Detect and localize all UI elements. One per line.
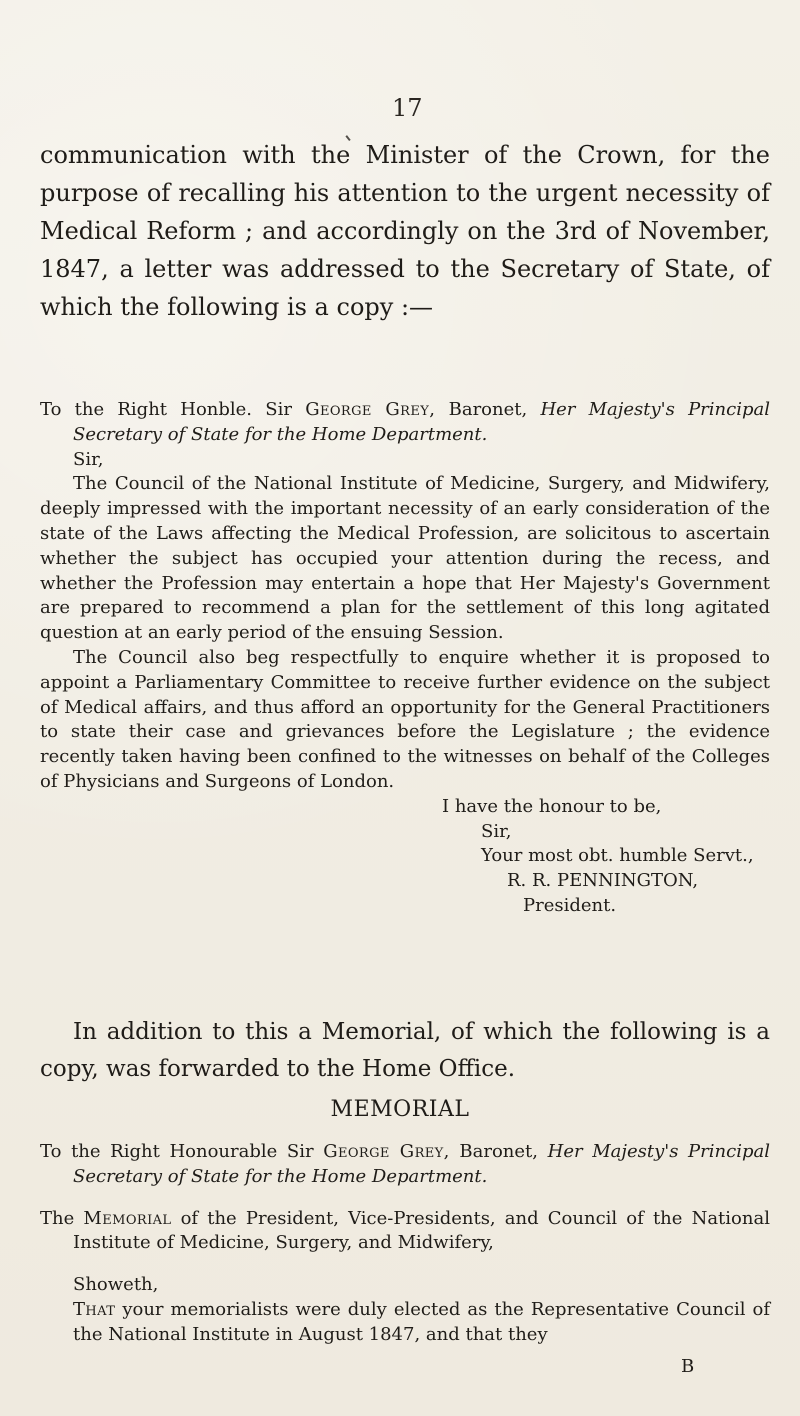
memorial-heading: MEMORIAL — [330, 1097, 470, 1122]
letter-closing-3: Your most obt. humble Servt., — [481, 845, 754, 867]
letter-address-name: George Grey, — [305, 399, 436, 420]
page-number: 17 — [392, 94, 423, 122]
memorial-intro-prefix: The — [40, 1207, 75, 1229]
addition-paragraph — [40, 1014, 770, 1088]
letter-address-prefix: To the Right Honble. Sir — [40, 399, 292, 420]
memorial-intro-rest: of the President, Vice-Presidents, and Council of the National Institute of Medicine, Surgery, and Midwifery, — [73, 1207, 770, 1254]
memorial-address-office: Her Majesty's Principal Secretary of State for the Home Department. — [73, 1141, 770, 1187]
lead-paragraph — [40, 136, 770, 326]
memorial-block — [40, 1140, 770, 1348]
memorial-showeth: Showeth, — [73, 1274, 159, 1296]
memorial-address-title: Baronet, — [459, 1141, 539, 1162]
memorial-gap-1 — [40, 1190, 770, 1207]
letter-block — [40, 398, 770, 919]
letter-signatory: R. R. PENNINGTON, — [507, 870, 699, 892]
letter-paragraph-2: The Council also beg respectfully to enquire whether it is proposed to appoint a Parliamentary Committee to receive further evidence on the subject of Medical affairs, and thus afford an opportunity for the General Practitioners to state their case and grievances before the Legislature ; the evidence recently taken having been confined to the witnesses on behalf of the Colleges of Physicians and Surgeons of London. — [40, 646, 770, 792]
memorial-intro-word: Memorial — [83, 1207, 172, 1229]
memorial-address — [40, 1140, 770, 1190]
letter-address — [40, 398, 770, 448]
letter-address-title: Baronet, — [448, 399, 528, 420]
memorial-address-prefix: To the Right Honourable Sir — [40, 1141, 314, 1162]
memorial-intro — [40, 1207, 770, 1257]
memorial-address-name: George Grey, — [323, 1141, 450, 1162]
letter-address-office: Her Majesty's Principal Secretary of State for the Home Department. — [73, 399, 770, 445]
memorial-that-word: That — [73, 1298, 116, 1320]
memorial-gap-2 — [40, 1256, 770, 1273]
addition-text: In addition to this a Memorial, of which the following is a copy, was forwarded to the Home Office. — [40, 1019, 770, 1082]
letter-signatory-title: President. — [523, 894, 617, 916]
lead-text: communication with the Minister of the Crown, for the purpose of recalling his attention to the urgent necessity of Medical Reform ; and accordingly on the 3rd of November, 1847, a letter was addressed to the Secretary of State, of which the following is a copy :— — [40, 141, 770, 321]
letter-paragraph-1: The Council of the National Institute of Medicine, Surgery, and Midwifery, deeply impressed with the important necessity of an early consideration of the state of the Laws affecting the Medical Profession, are solicitous to ascertain whether the subject has occupied your attention during the recess, and whether the Profession may entertain a hope that Her Majesty's Government are prepared to recommend a plan for the settlement of this long agitated question at an early period of the ensuing Session. — [40, 473, 770, 644]
memorial-that-rest: your memorialists were duly elected as the Representative Council of the National Institute in August 1847, and that they — [73, 1298, 770, 1345]
letter-closing-1: I have the honour to be, — [442, 795, 662, 817]
letter-closing-2: Sir, — [481, 820, 512, 842]
letter-salutation: Sir, — [73, 448, 104, 470]
page-signature: B — [681, 1356, 695, 1377]
memorial-that — [40, 1298, 770, 1348]
